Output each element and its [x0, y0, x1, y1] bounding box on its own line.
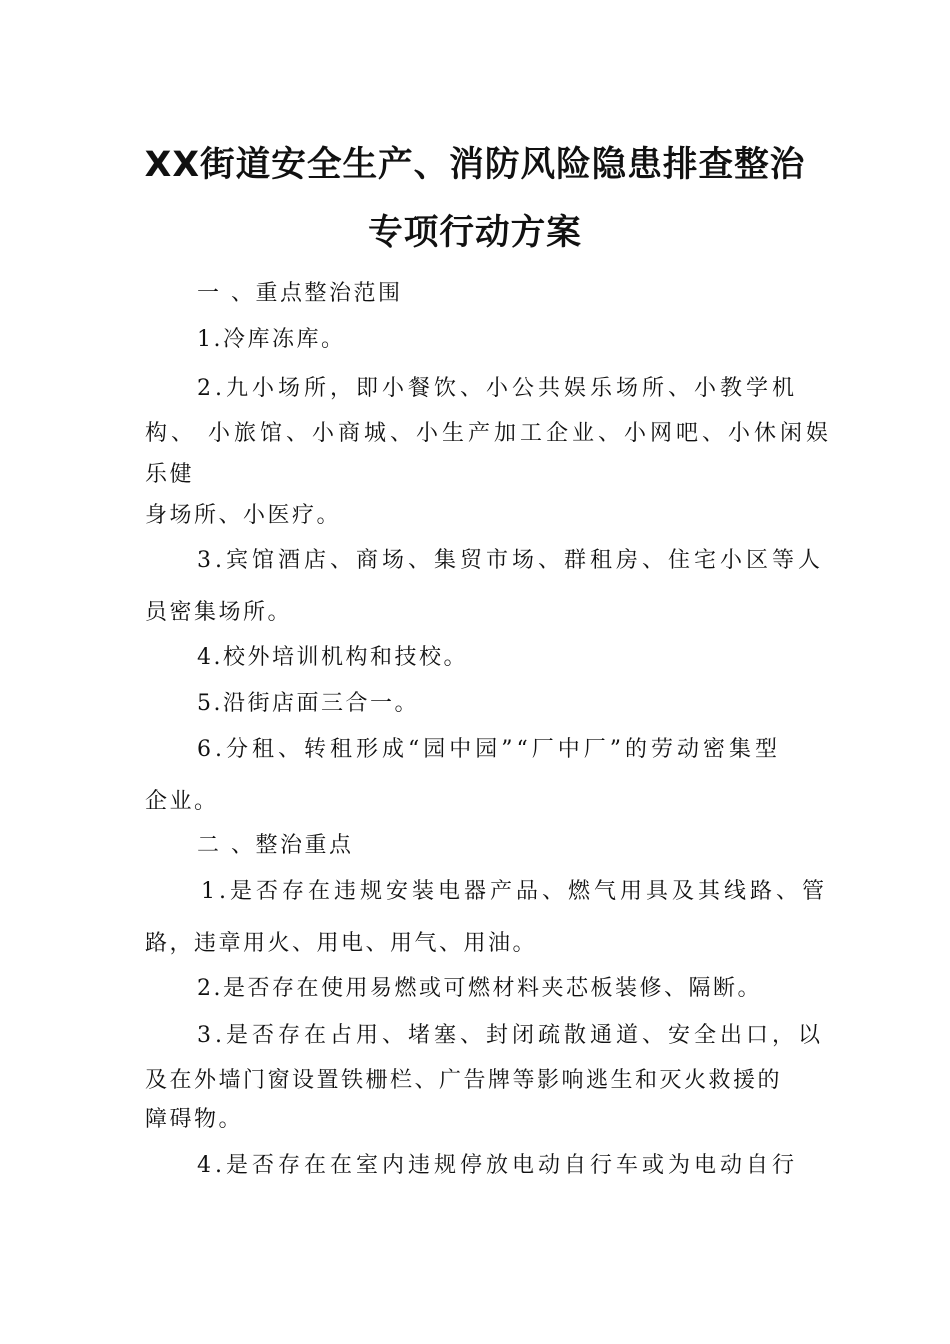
- section-1-heading: 一 、重点整治范围: [197, 281, 403, 306]
- section-1-item-3-line-2: 员密集场所。: [145, 600, 293, 625]
- section-2-item-4-line-1: 4.是否存在在室内违规停放电动自行车或为电动自行: [197, 1153, 798, 1178]
- section-1-item-4: 4.校外培训机构和技校。: [197, 645, 468, 670]
- section-2-item-3-line-3: 障碍物。: [145, 1107, 244, 1132]
- section-1-item-2-line-4: 身场所、小医疗。: [145, 503, 342, 528]
- document-title-line-1: XX街道安全生产、消防风险隐患排查整治: [144, 145, 806, 185]
- section-1-item-2-line-3: 乐健: [145, 462, 195, 487]
- section-2-item-1-line-2: 路，违章用火、用电、用气、用油。: [145, 931, 538, 956]
- section-2-item-3-line-2: 及在外墙门窗设置铁栅栏、广告牌等影响逃生和灭火救援的: [145, 1068, 783, 1093]
- section-1-item-6-line-2: 企业。: [145, 789, 219, 814]
- section-2-item-3-line-1: 3.是否存在占用、堵塞、封闭疏散通道、安全出口，以: [197, 1023, 824, 1048]
- section-1-item-5: 5.沿街店面三合一。: [197, 691, 419, 716]
- section-1-item-3-line-1: 3.宾馆酒店、商场、集贸市场、群租房、住宅小区等人: [197, 548, 824, 573]
- section-2-item-1-line-1: 1.是否存在违规安装电器产品、燃气用具及其线路、管: [201, 879, 828, 904]
- document-title-line-2: 专项行动方案: [368, 213, 582, 253]
- section-1-item-1: 1.冷库冻库。: [197, 327, 346, 352]
- section-1-item-6-line-1: 6.分租、转租形成“园中园”“厂中厂”的劳动密集型: [197, 737, 781, 762]
- section-1-item-2-line-1: 2.九小场所，即小餐饮、小公共娱乐场所、小教学机: [197, 376, 798, 401]
- section-2-item-2: 2.是否存在使用易燃或可燃材料夹芯板装修、隔断。: [197, 976, 762, 1001]
- section-1-item-2-line-2: 构、 小旅馆、小商城、小生产加工企业、小网吧、小休闲娱: [145, 421, 832, 446]
- section-2-heading: 二 、整治重点: [197, 833, 354, 858]
